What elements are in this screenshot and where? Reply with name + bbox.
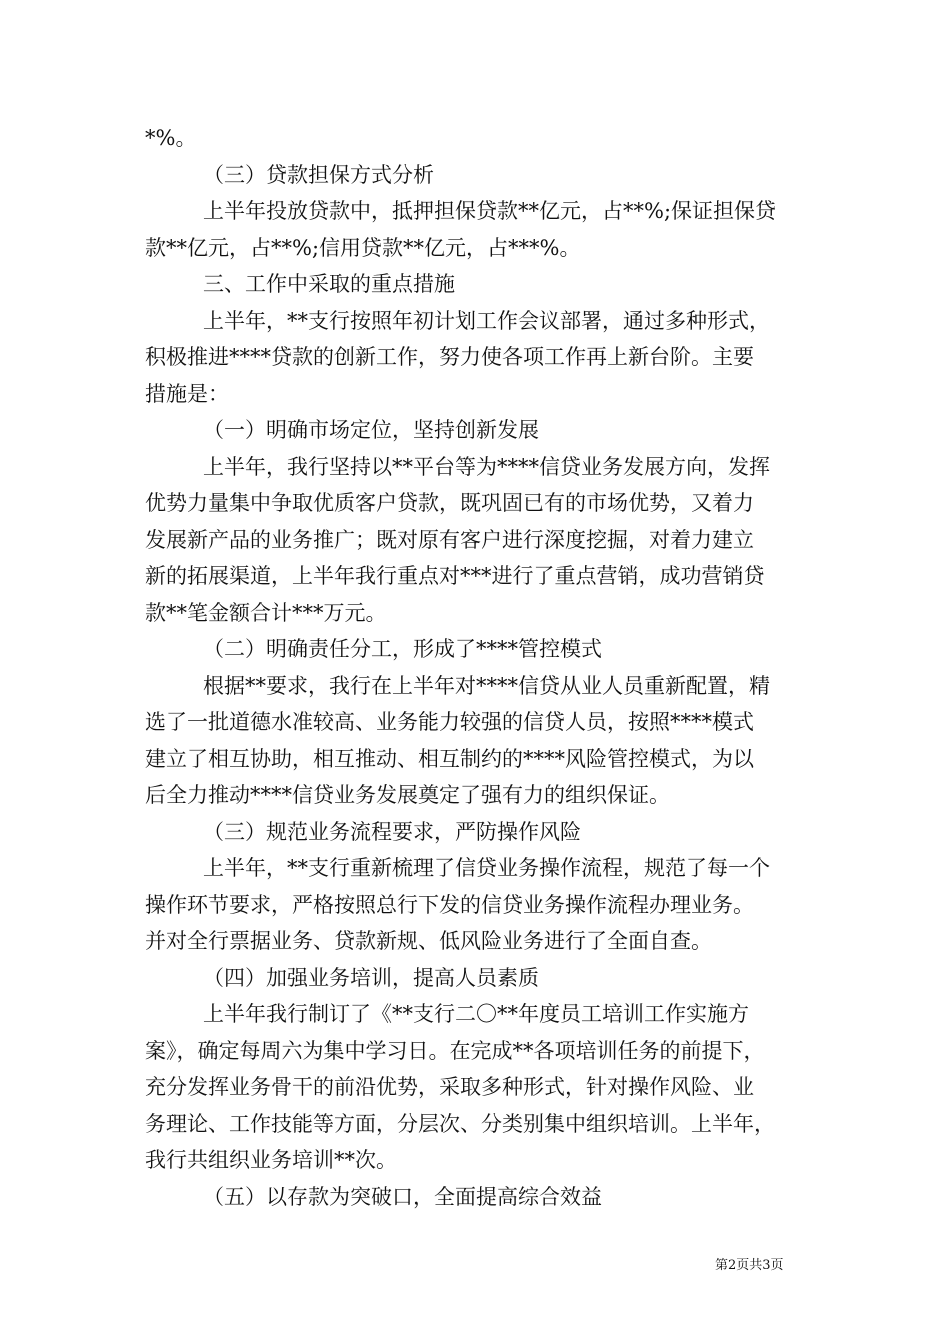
text-line: 务理论、工作技能等方面，分层次、分类别集中组织培训。上半年， — [145, 1111, 775, 1136]
text-line: 建立了相互协助，相互推动、相互制约的****风险管控模式，为以 — [145, 746, 754, 771]
text-line: 发展新产品的业务推广；既对原有客户进行深度挖掘，对着力建立 — [145, 527, 754, 552]
text-line: （二）明确责任分工，形成了****管控模式 — [203, 637, 602, 661]
text-line: （三）规范业务流程要求，严防操作风险 — [203, 819, 581, 844]
text-line: 上半年，**支行重新梳理了信贷业务操作流程，规范了每一个 — [203, 856, 770, 880]
text-line: 案》，确定每周六为集中学习日。在完成**各项培训任务的前提下， — [145, 1038, 765, 1063]
document-body — [145, 120, 810, 1215]
text-line: 并对全行票据业务、贷款新规、低风险业务进行了全面自查。 — [145, 929, 712, 953]
text-line: 款**亿元，占**%;信用贷款**亿元，占***%。 — [145, 235, 581, 260]
text-line: 新的拓展渠道，上半年我行重点对***进行了重点营销，成功营销贷 — [145, 564, 765, 588]
text-line: 后全力推动****信贷业务发展奠定了强有力的组织保证。 — [145, 783, 670, 807]
text-line: 充分发挥业务骨干的前沿优势，采取多种形式，针对操作风险、业 — [145, 1075, 754, 1099]
text-line: 操作环节要求，严格按照总行下发的信贷业务操作流程办理业务。 — [145, 892, 754, 917]
text-line: 优势力量集中争取优质客户贷款，既巩固已有的市场优势，又着力 — [145, 491, 754, 515]
text-line: *%。 — [145, 126, 197, 150]
page-number-footer: 第2页共3页 — [715, 1258, 784, 1273]
text-line: 我行共组织业务培训**次。 — [145, 1148, 397, 1172]
text-line: 选了一批道德水准较高、业务能力较强的信贷人员，按照****模式 — [145, 710, 754, 734]
text-line: 根据**要求，我行在上半年对****信贷从业人员重新配置，精 — [203, 673, 770, 698]
text-line: 上半年投放贷款中，抵押担保贷款**亿元，占**%;保证担保贷 — [203, 199, 777, 223]
text-line: 上半年我行制订了《**支行二〇**年度员工培训工作实施方 — [203, 1002, 749, 1026]
text-line: （五）以存款为突破口，全面提高综合效益 — [203, 1184, 602, 1209]
text-line: 上半年，我行坚持以**平台等为****信贷业务发展方向，发挥 — [203, 454, 770, 479]
text-line: 措施是： — [145, 381, 229, 406]
text-line: 积极推进****贷款的创新工作，努力使各项工作再上新台阶。主要 — [145, 345, 754, 369]
text-line: （一）明确市场定位，坚持创新发展 — [203, 418, 539, 442]
text-line: （三）贷款担保方式分析 — [203, 162, 434, 187]
text-line: 三、工作中采取的重点措施 — [203, 272, 455, 296]
text-line: （四）加强业务培训，提高人员素质 — [203, 965, 539, 990]
text-line: 上半年，**支行按照年初计划工作会议部署，通过多种形式， — [203, 308, 770, 333]
text-line: 款**笔金额合计***万元。 — [145, 600, 387, 625]
